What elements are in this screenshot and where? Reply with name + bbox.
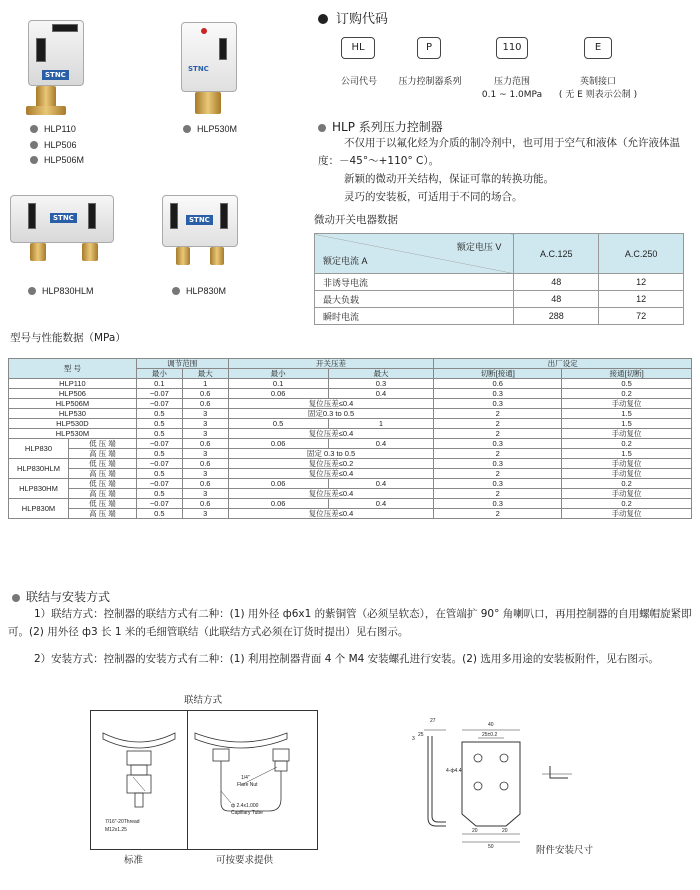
thread-spec-label: 7/16"-20Thread [105, 819, 140, 825]
table-header-row: 型 号 调节范围 开关压差 出厂设定 [9, 359, 692, 369]
brand-logo: STNC [50, 213, 77, 223]
order-code-label: 公司代号 [340, 77, 377, 87]
order-code-label: 压力控制器系列 [398, 77, 462, 87]
table-row: 高 压 端 0.5 3 固定 0.3 to 0.5 2 1.5 [9, 449, 692, 459]
table-row: HLP506 −0.07 0.6 0.06 0.4 0.3 0.2 [9, 389, 692, 399]
table-row: HLP530M 0.5 3 复位压差≤0.4 2 手动复位 [9, 429, 692, 439]
bracket-dim: 27 [430, 718, 436, 724]
bullet-icon [318, 124, 326, 132]
bracket-dim: 20 [502, 828, 508, 834]
table-row: HLP530 0.5 3 固定0.3 to 0.5 2 1.5 [9, 409, 692, 419]
order-code-box: P [417, 37, 441, 59]
optional-label: 可按要求提供 [216, 855, 274, 866]
relay-col-header: A.C.250 [599, 234, 684, 274]
bracket-dim: 3 [412, 736, 415, 742]
model-table-title: 型号与性能数据（MPa） [10, 332, 126, 344]
bracket-dim: 25±0.2 [482, 732, 498, 738]
table-row: 高 压 端 0.5 3 复位压差≤0.4 2 手动复位 [9, 489, 692, 499]
table-row: HLP830HLM 低 压 端 −0.07 0.6 复位压差≤0.2 0.3 手动复位 [9, 459, 692, 469]
table-row: 高 压 端 0.5 3 复位压差≤0.4 2 手动复位 [9, 509, 692, 519]
bracket-dim: 40 [488, 722, 494, 728]
order-code-label: 英制接口 [579, 77, 616, 87]
table-row: HLP530D 0.5 3 0.5 1 2 1.5 [9, 419, 692, 429]
product-hlp530m-photo [175, 22, 245, 117]
install-title: 联结与安装方式 [12, 588, 110, 605]
product-label: HLP110 [30, 124, 76, 134]
connection-diagram-title: 联结方式 [184, 695, 223, 706]
order-code-note: ( 无 E 则表示公制 ) [558, 90, 638, 100]
product-label: HLP830HLM [28, 286, 94, 296]
order-code-box: HL [341, 37, 375, 59]
relay-table-title: 微动开关电器数据 [314, 214, 398, 226]
bullet-icon [30, 156, 38, 164]
flare-nut-label: Flare Nut [237, 782, 258, 788]
table-row: HLP506M −0.07 0.6 复位压差≤0.4 0.3 手动复位 [9, 399, 692, 409]
product-label: HLP530M [183, 124, 237, 134]
order-code-title: 订购代码 [318, 8, 388, 27]
order-code-box: E [584, 37, 612, 59]
product-hlp830m-photo [162, 195, 242, 270]
thread-spec-label: M12x1.25 [105, 827, 127, 833]
product-label: HLP506M [30, 155, 84, 165]
bracket-diagram [410, 716, 580, 856]
table-subheader-row: 最小 最大 最小 最大 切断[接通] 接通[切断] [9, 369, 692, 379]
order-code-label: 压力范围 [493, 77, 530, 87]
table-row: HLP830HM 低 压 端 −0.07 0.6 0.06 0.4 0.3 0.2 [9, 479, 692, 489]
brand-logo: STNC [42, 70, 69, 80]
bracket-label: 附件安装尺寸 [536, 845, 594, 856]
bracket-dim: 50 [488, 844, 494, 850]
relay-header-corner: 额定电压 V 额定电流 A [315, 234, 514, 274]
bullet-icon [172, 287, 180, 295]
bullet-icon [28, 287, 36, 295]
hlp-desc-2: 新颖的微动开关结构，保证可靠的转换功能。 [344, 173, 554, 185]
brand-logo: STNC [188, 65, 209, 73]
model-performance-table [8, 358, 692, 519]
bullet-icon [12, 594, 20, 602]
bracket-dim: 25 [418, 732, 424, 738]
bracket-dim: 4-ф4.4 [446, 768, 462, 774]
product-label: HLP506 [30, 140, 77, 150]
order-code-note: 0.1 ~ 1.0MPa [481, 90, 543, 100]
product-hlp110-photo [22, 20, 92, 115]
order-code-box: 110 [496, 37, 528, 59]
table-row: 瞬时电流 288 72 [315, 308, 684, 325]
hlp-desc-3: 灵巧的安装板，可适用于不同的场合。 [344, 191, 523, 203]
bullet-icon [318, 14, 328, 24]
capillary-label: Capillary Tube [231, 810, 263, 816]
install-desc-2: 2）安装方式：控制器的安装方式有二种：(1) 利用控制器背面 4 个 M4 安装螺孔进行安装。(2) 选用多用途的安装板附件，见右图示。 [34, 653, 659, 665]
bullet-icon [30, 125, 38, 133]
flare-nut-label: 1/4" [241, 775, 250, 781]
bullet-icon [183, 125, 191, 133]
table-row: 非诱导电流 48 12 [315, 274, 684, 291]
table-row: HLP830 低 压 端 −0.07 0.6 0.06 0.4 0.3 0.2 [9, 439, 692, 449]
hlp-desc-1: 不仅用于以氟化烃为介质的制冷剂中，也可用于空气和液体（允许液体温度：－45°～+110° C）。 [318, 137, 680, 167]
brand-logo: STNC [186, 215, 213, 225]
relay-data-table [314, 233, 684, 325]
product-label: HLP830M [172, 286, 226, 296]
hlp-series-title: HLP 系列压力控制器 [318, 118, 443, 135]
bullet-icon [30, 141, 38, 149]
standard-label: 标准 [124, 855, 144, 866]
table-row: 最大负载 48 12 [315, 291, 684, 308]
capillary-label: ф 2.4x1.000 [231, 803, 259, 809]
product-hlp830hlm-photo [10, 195, 120, 265]
relay-col-header: A.C.125 [514, 234, 599, 274]
table-row: HLP830M 低 压 端 −0.07 0.6 0.06 0.4 0.3 0.2 [9, 499, 692, 509]
connection-diagram [90, 710, 318, 850]
bracket-dim: 20 [472, 828, 478, 834]
install-desc-1: 1）联结方式：控制器的联结方式有二种：(1) 用外径 ф6x1 的紫铜管（必须呈软态），在管端扩 90° 角喇叭口，再用控制器的自用螺帽旋紧即可。(2) 用外径 ф3 长 1 米的毛细管联结（此联结方式必须在订货时提出）见右图示。 [8, 608, 692, 638]
table-row: 高 压 端 0.5 3 复位压差≤0.4 2 手动复位 [9, 469, 692, 479]
table-row: HLP110 0.1 1 0.1 0.3 0.6 0.5 [9, 379, 692, 389]
